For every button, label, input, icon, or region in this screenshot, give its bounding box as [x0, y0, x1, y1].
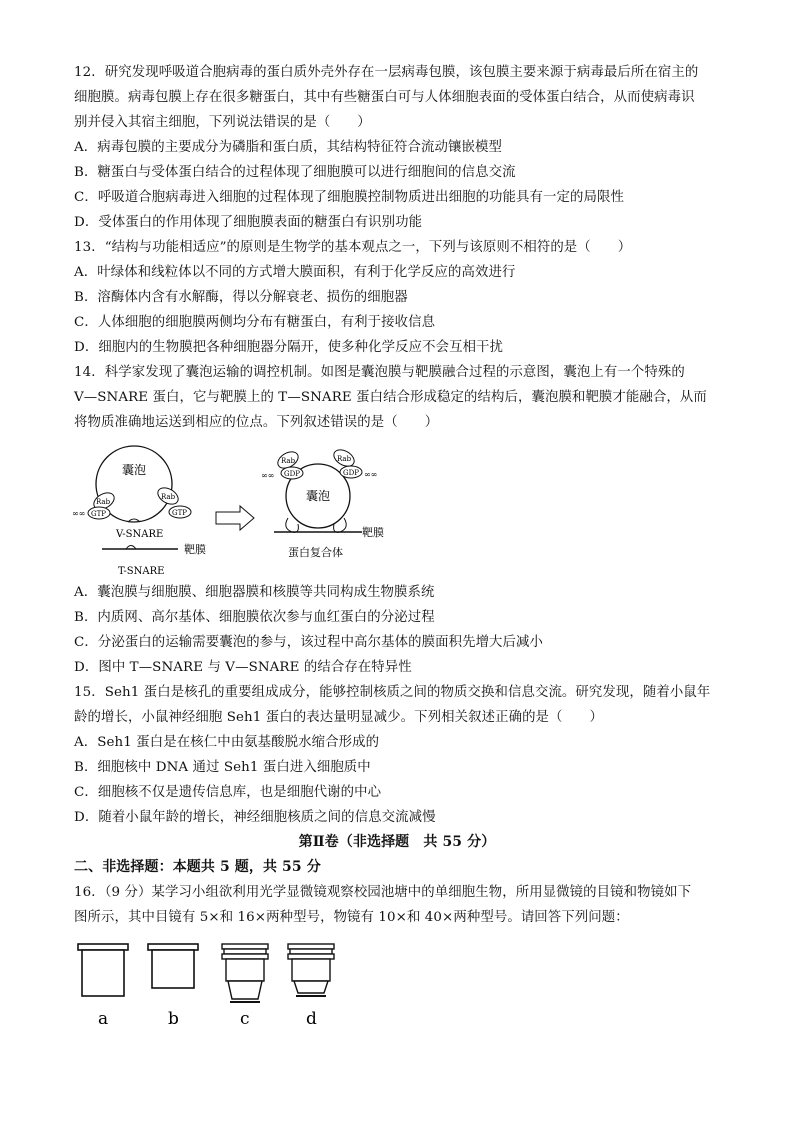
- lipid-chain-left-1: ∞∞: [72, 509, 86, 518]
- gdp-right-2-label: GDP: [343, 469, 359, 477]
- rab-left-2-label: Rab: [161, 493, 176, 501]
- q12-stem-line1: 12．研究发现呼吸道合胞病毒的蛋白质外壳外存在一层病毒包膜，该包膜主要来源于病毒最后所在宿主的: [74, 65, 699, 80]
- q14-option-b: B．内质网、高尔基体、细胞膜依次参与血红蛋白的分泌过程: [74, 610, 435, 625]
- q15-stem-line2: 龄的增长，小鼠神经细胞 Seh1 蛋白的表达量明显减少。下列相关叙述正确的是（ ）: [74, 710, 604, 725]
- rab-right-1-label: Rab: [281, 457, 296, 465]
- eyepiece-a: [78, 944, 128, 996]
- section-heading: 二、非选择题：本题共 5 题，共 55 分: [74, 859, 321, 875]
- q15-stem-line1: 15．Seh1 蛋白是核孔的重要组成成分，能够控制核质之间的物质交换和信息交流。研究发现，随着小鼠年: [74, 685, 711, 700]
- lipid-chain-right-2: ∞∞: [364, 470, 378, 479]
- process-arrow: [216, 506, 254, 530]
- gtp-left-1-label: GTP: [91, 510, 106, 518]
- q15-option-a: A．Seh1 蛋白是在核仁中由氨基酸脱水缩合形成的: [74, 735, 380, 750]
- q12-option-d: D．受体蛋白的作用体现了细胞膜表面的糖蛋白有识别功能: [74, 215, 423, 230]
- rab-left-1-label: Rab: [96, 498, 111, 506]
- t-snare-label: T-SNARE: [118, 566, 165, 577]
- q14-stem-line1: 14．科学家发现了囊泡运输的调控机制。如图是囊泡膜与靶膜融合过程的示意图，囊泡上有一个特殊的: [74, 365, 685, 380]
- part2-title: 第Ⅱ卷（非选择题 共 55 分）: [298, 834, 496, 850]
- vesicle-right-label: 囊泡: [306, 489, 331, 503]
- q13-stem: 13．“结构与功能相适应”的原则是生物学的基本观点之一，下列与该原则不相符的是（ ）: [74, 240, 632, 255]
- q13-option-d: D．细胞内的生物膜把各种细胞器分隔开，使多种化学反应不会互相干扰: [74, 340, 504, 355]
- q12-option-c: C．呼吸道合胞病毒进入细胞的过程体现了细胞膜控制物质进出细胞的功能具有一定的局限性: [74, 190, 624, 205]
- q12-option-a: A．病毒包膜的主要成分为磷脂和蛋白质，其结构特征符合流动镶嵌模型: [74, 140, 502, 155]
- lens-label-c: c: [240, 1009, 250, 1029]
- objective-c: [222, 944, 268, 1002]
- gdp-right-1-label: GDP: [284, 470, 300, 478]
- q13-option-c: C．人体细胞的细胞膜两侧均分布有糖蛋白，有利于接收信息: [74, 315, 436, 330]
- q15-option-c: C．细胞核不仅是遗传信息库，也是细胞代谢的中心: [74, 785, 382, 800]
- q16-stem-line1: 16．（9 分）某学习小组欲利用光学显微镜观察校园池塘中的单细胞生物，所用显微镜的目镜和物镜如下: [74, 885, 692, 900]
- q13-option-b: B．溶酶体内含有水解酶，得以分解衰老、损伤的细胞器: [74, 290, 408, 305]
- v-snare-label: V-SNARE: [116, 529, 164, 540]
- lipid-chain-right-1: ∞∞: [261, 471, 275, 480]
- q15-option-b: B．细胞核中 DNA 通过 Seh1 蛋白进入细胞质中: [74, 760, 371, 775]
- vesicle-left-label: 囊泡: [122, 463, 147, 477]
- target-membrane-right-label: 靶膜: [362, 526, 384, 539]
- q14-option-c: C．分泌蛋白的运输需要囊泡的参与，该过程中高尔基体的膜面积先增大后减小: [74, 635, 544, 650]
- q14-option-d: D．图中 T—SNARE 与 V—SNARE 的结合存在特异性: [74, 660, 412, 675]
- q13-option-a: A．叶绿体和线粒体以不同的方式增大膜面积，有利于化学反应的高效进行: [74, 265, 516, 280]
- q14-stem-line2: V—SNARE 蛋白，它与靶膜上的 T—SNARE 蛋白结合形成稳定的结构后，囊泡膜和靶膜才能融合，从而: [74, 390, 707, 405]
- protein-complex-label: 蛋白复合体: [288, 546, 343, 559]
- objective-d: [288, 944, 334, 996]
- lens-label-d: d: [306, 1009, 317, 1029]
- lens-label-a: a: [98, 1009, 109, 1029]
- q12-stem-line2: 细胞膜。病毒包膜上存在很多糖蛋白，其中有些糖蛋白可与人体细胞表面的受体蛋白结合，从而使病毒识: [74, 90, 695, 105]
- q14-option-a: A．囊泡膜与细胞膜、细胞器膜和核膜等共同构成生物膜系统: [74, 585, 435, 600]
- gtp-left-2-label: GTP: [172, 509, 187, 517]
- q16-stem-line2: 图所示，其中目镜有 5×和 16×两种型号，物镜有 10×和 40×两种型号。请回答下列问题：: [74, 910, 629, 925]
- rab-right-2-label: Rab: [337, 455, 352, 463]
- q12-stem-line3: 别并侵入其宿主细胞，下列说法错误的是（ ）: [74, 115, 371, 130]
- target-membrane-left-label: 靶膜: [184, 543, 206, 556]
- q12-option-b: B．糖蛋白与受体蛋白结合的过程体现了细胞膜可以进行细胞间的信息交流: [74, 165, 516, 180]
- q14-stem-line3: 将物质准确地运送到相应的位点。下列叙述错误的是（ ）: [74, 415, 439, 430]
- vesicle-fusion-figure: [66, 440, 406, 580]
- eyepiece-b: [148, 944, 198, 988]
- q15-option-d: D．随着小鼠年龄的增长，神经细胞核质之间的信息交流减慢: [74, 810, 436, 825]
- lens-label-b: b: [168, 1009, 179, 1029]
- microscope-lens-figure: [70, 940, 350, 1030]
